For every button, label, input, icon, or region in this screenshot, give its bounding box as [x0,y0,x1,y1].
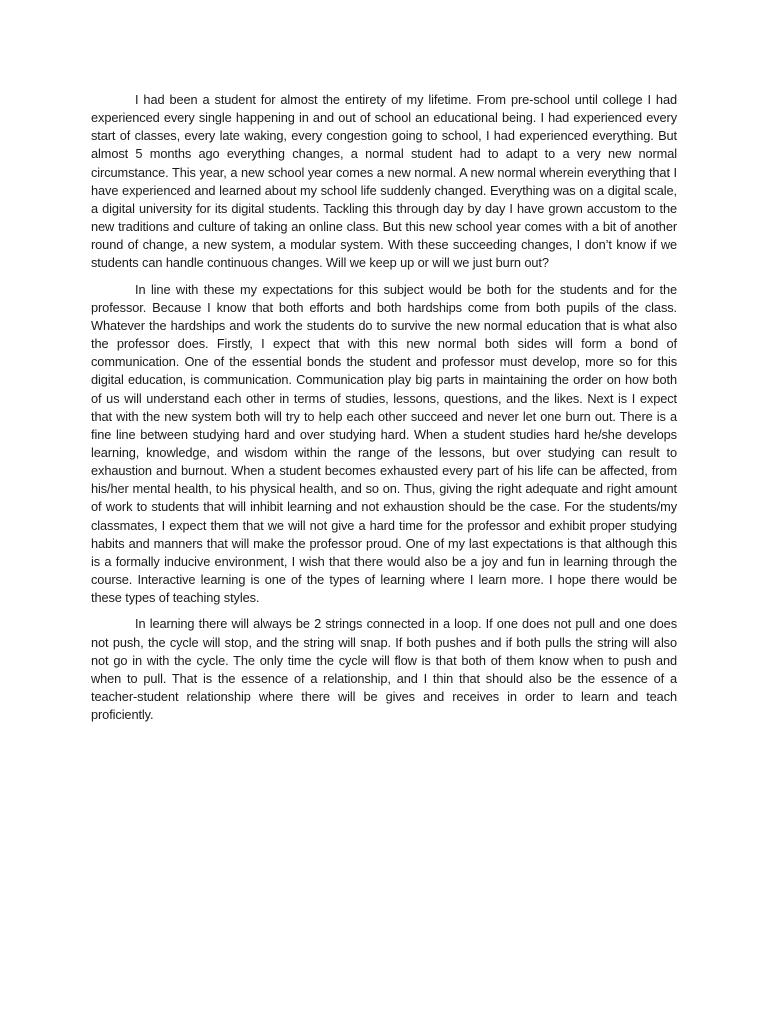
paragraph-3: In learning there will always be 2 strings connected in a loop. If one does not pull and one does not push, the cycle will stop, and the string will snap. If both pushes and if both pulls the string will also not go in with the cycle. The only time the cycle will flow is that both of them know when to push and when to pull. That is the essence of a relationship, and I thin that should also be the essence of a teacher-student relationship where there will be gives and receives in order to learn and teach proficiently. [91,616,677,723]
paragraph-1: I had been a student for almost the entirety of my lifetime. From pre-school until college I had experienced every single happening in and out of school an educational being. I had experienced every start of classes, every late waking, every congestion going to school, I had experienced everything. But almost 5 months ago everything changes, a normal student had to adapt to a very new normal circumstance. This year, a new school year comes a new normal. A new normal wherein everything that I have experienced and learned about my school life suddenly changed. Everything was on a digital scale, a digital university for its digital students. Tackling this through day by day I have grown accustom to the new traditions and culture of taking an online class. But this new school year comes with a bit of another round of change, a new system, a modular system. With these succeeding changes, I don’t know if we students can handle continuous changes. Will we keep up or will we just burn out? [91,92,677,271]
paragraph-2: In line with these my expectations for this subject would be both for the students and for the professor. Because I know that both efforts and both hardships come from both pupils of the class. Whatever the hardships and work the students do to survive the new normal education that is what also the professor does. Firstly, I expect that with this new normal both sides will form a bond of communication. One of the essential bonds the student and professor must develop, more so for this digital education, is communication. Communication play big parts in maintaining the order on how both of us will understand each other in terms of studies, lessons, questions, and the likes. Next is I expect that with the new system both will try to help each other succeed and never let one burn out. There is a fine line between studying hard and over studying hard. When a student studies hard he/she develops learning, knowledge, and wisdom within the range of the lessons, but over studying can result to exhaustion and burnout. When a student becomes exhausted every part of his life can be affected, from his/her mental health, to his physical health, and so on. Thus, giving the right adequate and right amount of work to students that will inhibit learning and not exhaustion should be the case. For the students/my classmates, I expect them that we will not give a hard time for the professor and exhibit proper studying habits and manners that will make the professor proud. One of my last expectations is that although this is a formally inducive environment, I wish that there would also be a joy and fun in learning through the course. Interactive learning is one of the types of learning where I learn more. I hope there would be these types of teaching styles. [91,281,677,606]
document-body [91,91,677,732]
